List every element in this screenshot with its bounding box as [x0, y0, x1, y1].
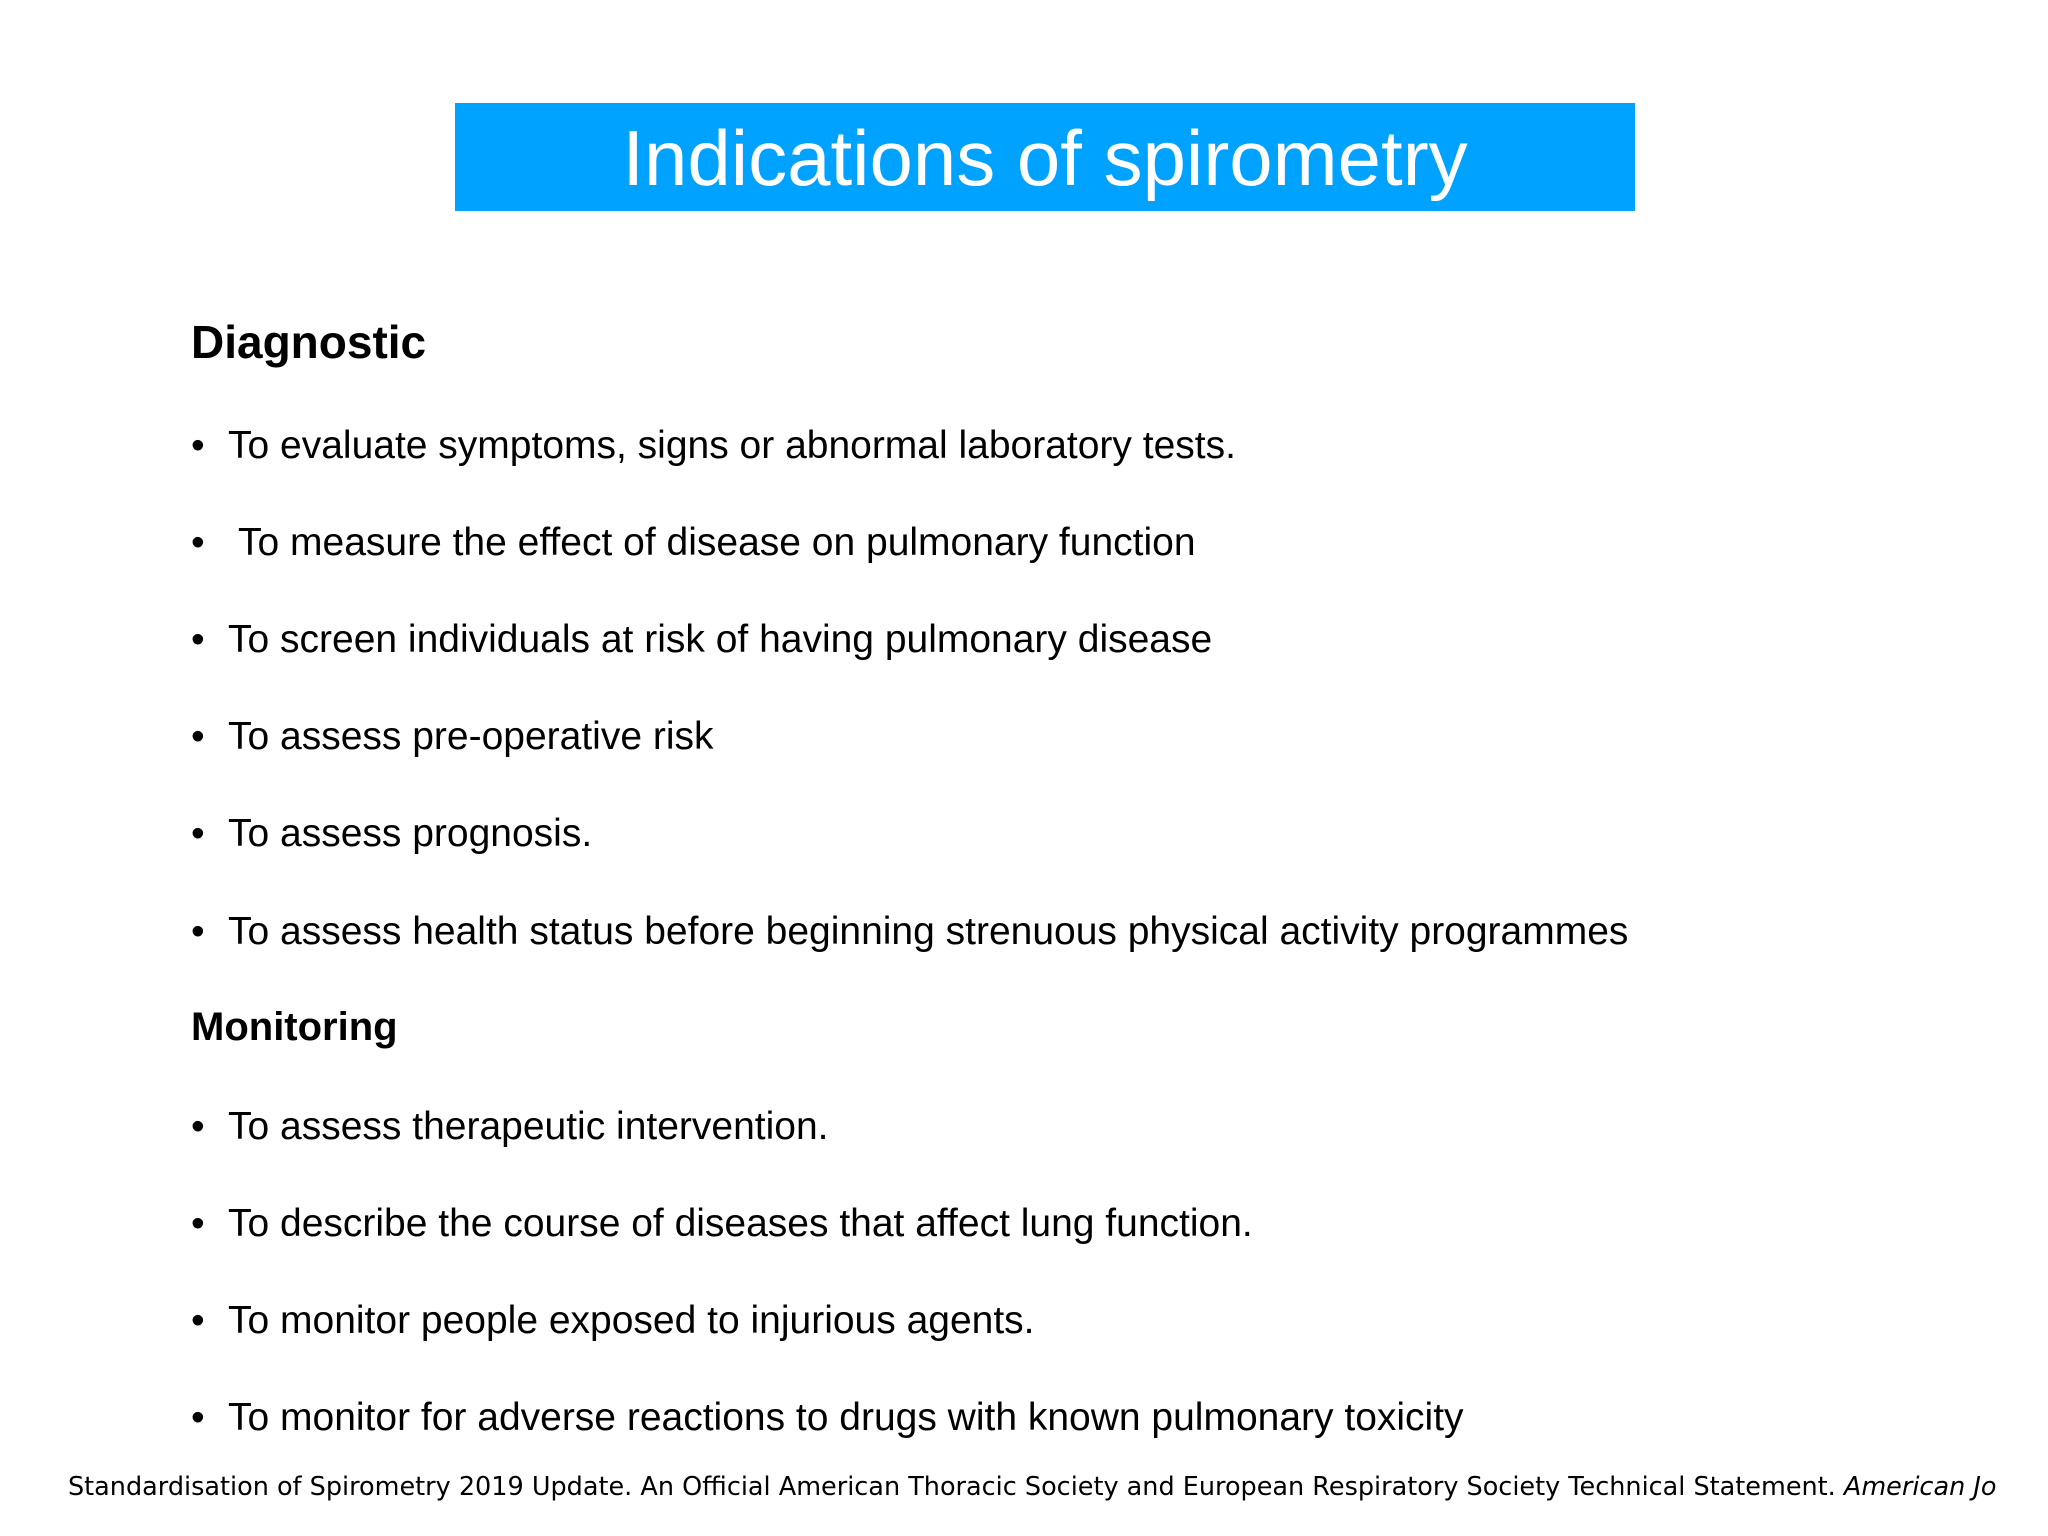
- monitoring-item-text: To describe the course of diseases that affect lung function.: [228, 1202, 1253, 1245]
- bullet-icon: •: [191, 1202, 205, 1245]
- monitoring-heading: Monitoring: [191, 1005, 398, 1049]
- monitoring-item-text: To monitor people exposed to injurious agents.: [228, 1299, 1035, 1342]
- journal-name: American Jo: [1843, 1472, 1997, 1502]
- bullet-icon: •: [191, 812, 205, 855]
- bullet-icon: •: [191, 618, 205, 661]
- diagnostic-item-text: To screen individuals at risk of having pulmonary disease: [228, 618, 1213, 661]
- bullet-icon: •: [191, 1299, 205, 1342]
- title-banner: [455, 103, 1635, 211]
- bullet-icon: •: [191, 521, 205, 564]
- diagnostic-item-text: To assess prognosis.: [228, 812, 593, 855]
- bullet-icon: •: [191, 424, 205, 467]
- diagnostic-item-text: To assess pre-operative risk: [228, 715, 714, 758]
- bullet-icon: •: [191, 1396, 205, 1439]
- bullet-icon: •: [191, 910, 205, 953]
- diagnostic-heading: Diagnostic: [191, 316, 427, 368]
- monitoring-item-text: To monitor for adverse reactions to drugs with known pulmonary toxicity: [228, 1396, 1464, 1439]
- slide-title: Indications of spirometry: [622, 114, 1468, 202]
- diagnostic-item-text: To assess health status before beginning strenuous physical activity programmes: [228, 910, 1629, 953]
- bullet-icon: •: [191, 1105, 205, 1148]
- citation-footer: [68, 1472, 1997, 1502]
- diagnostic-item-text: To measure the effect of disease on pulmonary function: [238, 521, 1196, 564]
- diagnostic-item-text: To evaluate symptoms, signs or abnormal laboratory tests.: [228, 424, 1236, 467]
- bullet-icon: •: [191, 715, 205, 758]
- monitoring-item-text: To assess therapeutic intervention.: [228, 1105, 829, 1148]
- citation-text: Standardisation of Spirometry 2019 Update. An Official American Thoracic Society and European Respiratory Society Technical Statement.: [68, 1472, 1836, 1502]
